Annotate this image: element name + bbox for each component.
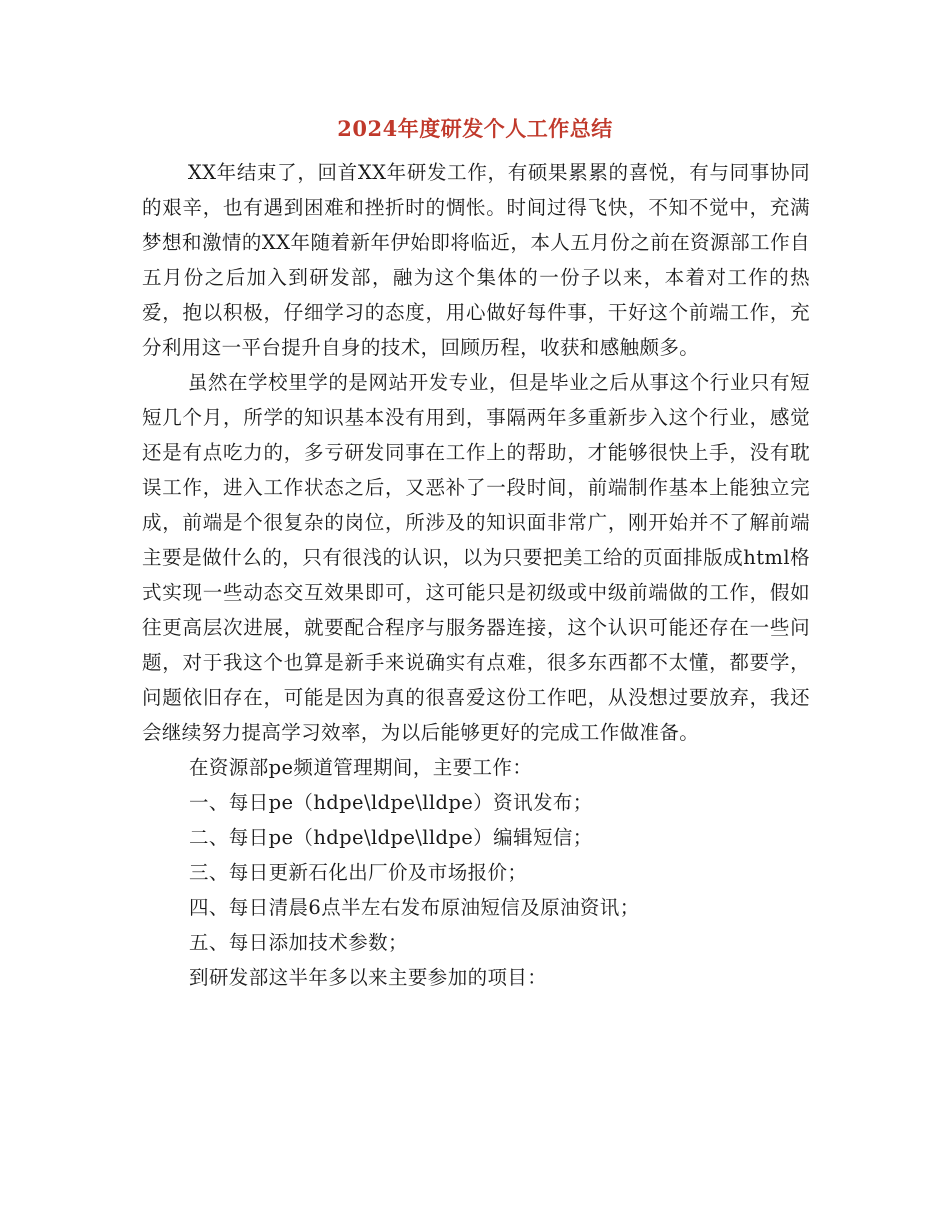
line-task-3: 三、每日更新石化出厂价及市场报价； (189, 861, 528, 884)
document-title: 2024年度研发个人工作总结 (337, 116, 613, 141)
line-rd-projects-intro: 到研发部这半年多以来主要参加的项目： (189, 966, 548, 989)
line-task-1: 一、每日pe（hdpe\ldpe\lldpe）资讯发布； (189, 791, 593, 814)
paragraph-2: 虽然在学校里学的是网站开发专业，但是毕业之后从事这个行业只有短短几个月，所学的知识基本没有用到，事隔两年多重新步入这个行业，感觉还是有点吃力的，多亏研发同事在工作上的帮助，才能够很快上手，没有耽误工作，进入工作状态之后，又恶补了一段时间，前端制作基本上能独立完成，前端是个很复杂的岗位，所涉及的知识面非常广，刚开始并不了解前端主要是做什么的，只有很浅的认识，以为只要把美工给的页面排版成html格式实现一些动态交互效果即可，这可能只是初级或中级前端做的工作，假如往更高层次进展，就要配合程序与服务器连接，这个认识可能还存在一些问题，对于我这个也算是新手来说确实有点难，很多东西都不太懂，都要学，问题依旧存在，可能是因为真的很喜爱这份工作吧，从没想过要放弃，我还会继续努力提高学习效率，为以后能够更好的完成工作做准备。 (142, 371, 810, 744)
line-resource-dept-intro: 在资源部pe频道管理期间，主要工作： (189, 756, 533, 779)
document-body (142, 155, 810, 995)
paragraph-1: XX年结束了，回首XX年研发工作，有硕果累累的喜悦，有与同事协同的艰辛，也有遇到困难和挫折时的惆怅。时间过得飞快，不知不觉中，充满梦想和激情的XX年随着新年伊始即将临近，本人五月份之前在资源部工作自五月份之后加入到研发部，融为这个集体的一份子以来，本着对工作的热爱，抱以积极，仔细学习的态度，用心做好每件事，干好这个前端工作，充分利用这一平台提升自身的技术，回顾历程，收获和感触颇多。 (142, 161, 810, 359)
line-task-2: 二、每日pe（hdpe\ldpe\lldpe）编辑短信； (189, 826, 593, 849)
line-task-4: 四、每日清晨6点半左右发布原油短信及原油资讯； (189, 896, 640, 919)
line-task-5: 五、每日添加技术参数； (189, 931, 408, 954)
